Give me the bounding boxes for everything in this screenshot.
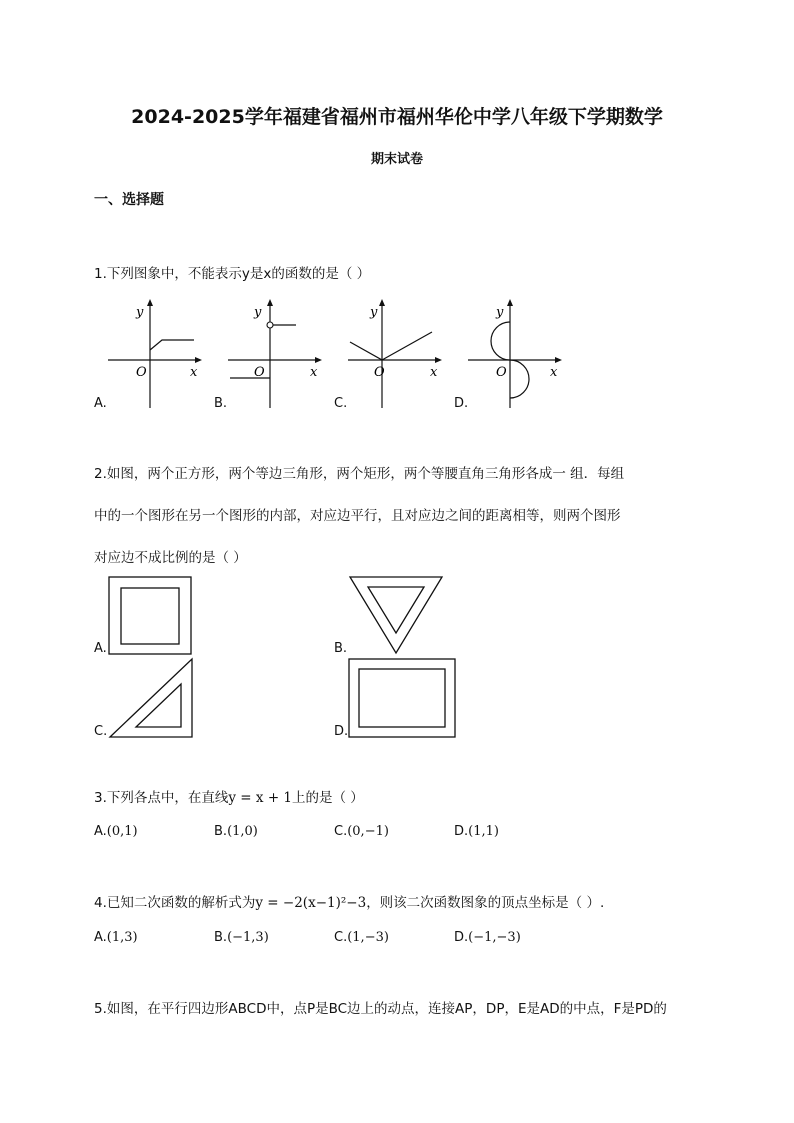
q1-graph-d <box>460 298 570 410</box>
q1b-x-label: x <box>310 365 318 380</box>
q1b-origin-label: O <box>254 365 265 380</box>
page-subtitle: 期末试卷 <box>370 152 423 167</box>
q1-graph-c <box>340 298 450 410</box>
question-2-line-2: 中的一个图形在另一个图形的内部，对应边平行，且对应边之间的距离相等，则两个图形 <box>94 508 621 524</box>
q4-option-c-value: (1,−3) <box>347 930 389 945</box>
q3-option-b[interactable]: B.(1,0) <box>214 824 258 839</box>
q1b-y-label: y <box>254 305 262 320</box>
q4-option-b[interactable]: B.(−1,3) <box>214 930 269 945</box>
q4-equation: y = −2(x−1)²−3 <box>255 895 367 911</box>
q1d-y-label: y <box>496 305 504 320</box>
q1a-origin-label: O <box>136 365 147 380</box>
q3-option-c-value: (0,−1) <box>347 824 389 839</box>
q1-graph-a <box>100 298 210 410</box>
page-title: 2024-2025学年福建省福州市福州华伦中学八年级下学期数学 <box>131 106 663 128</box>
q1-option-a[interactable]: A. <box>94 396 107 411</box>
q1c-origin-label: O <box>374 365 385 380</box>
q3-option-a[interactable]: A.(0,1) <box>94 824 138 839</box>
q1c-x-label: x <box>430 365 438 380</box>
q3-option-d-value: (1,1) <box>468 824 499 839</box>
question-3-text <box>94 786 364 806</box>
question-5-text: 5.如图，在平行四边形ABCD中，点P是BC边上的动点，连接AP，DP，E是AD的中点，F是PD的 <box>94 1001 667 1017</box>
q4-option-c[interactable]: C.(1,−3) <box>334 930 389 945</box>
q2-figure-a-squares <box>108 576 192 656</box>
q4-option-a-value: (1,3) <box>106 930 138 945</box>
q2-option-c[interactable]: C. <box>94 724 108 739</box>
q1-graph-b <box>220 298 330 410</box>
q3-option-c[interactable]: C.(0,−1) <box>334 824 389 839</box>
q4-option-a[interactable]: A.(1,3) <box>94 930 138 945</box>
section-title: 一、选择题 <box>94 192 164 208</box>
q2-option-b[interactable]: B. <box>334 641 348 656</box>
q2-figure-b-triangles <box>348 575 444 655</box>
q2-option-d[interactable]: D. <box>334 724 349 739</box>
q3-option-a-value: (0,1) <box>106 824 138 839</box>
q4-text-after: ，则该二次函数图象的顶点坐标是（ ）. <box>366 895 605 911</box>
q2-option-a[interactable]: A. <box>94 641 107 656</box>
question-2-line-3: 对应边不成比例的是（ ） <box>94 550 247 566</box>
q4-option-d[interactable]: D.(−1,−3) <box>454 930 521 945</box>
q1-option-b[interactable]: B. <box>214 396 228 411</box>
question-1-text: 1.下列图象中，不能表示y是x的函数的是（ ） <box>94 266 371 282</box>
q1a-y-label: y <box>136 305 144 320</box>
q3-equation: y = x + 1 <box>228 790 293 806</box>
q1-option-c[interactable]: C. <box>334 396 348 411</box>
q2-figure-c-right-triangles <box>108 657 194 739</box>
q3-text-after: 上的是（ ） <box>292 790 364 806</box>
q3-option-b-value: (1,0) <box>227 824 258 839</box>
q1c-y-label: y <box>370 305 378 320</box>
q1d-x-label: x <box>550 365 558 380</box>
q1d-origin-label: O <box>496 365 507 380</box>
question-2-line-1: 2.如图，两个正方形，两个等边三角形，两个矩形，两个等腰直角三角形各成一 组．每组 <box>94 466 625 482</box>
q4-option-b-value: (−1,3) <box>227 930 269 945</box>
q1a-x-label: x <box>190 365 198 380</box>
q4-option-d-value: (−1,−3) <box>468 930 521 945</box>
question-4-text <box>94 891 604 911</box>
q4-text-before: 4.已知二次函数的解析式为 <box>94 895 256 911</box>
q3-text-before: 3.下列各点中，在直线 <box>94 790 229 806</box>
q1-option-d[interactable]: D. <box>454 396 469 411</box>
q3-option-d[interactable]: D.(1,1) <box>454 824 499 839</box>
q2-figure-d-rectangles <box>348 658 456 738</box>
